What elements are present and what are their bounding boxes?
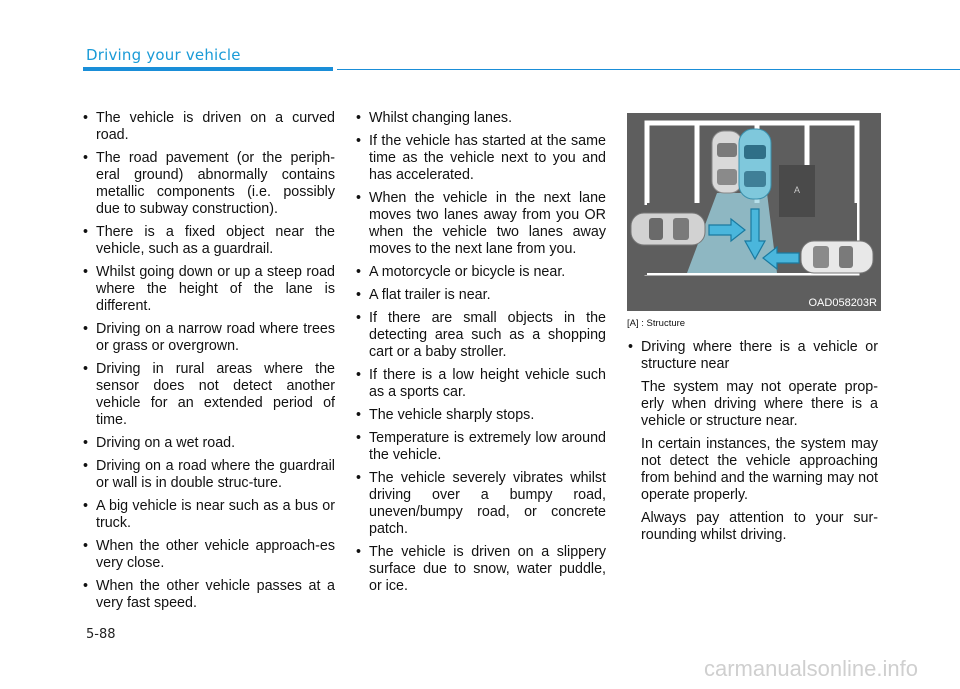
list-item: • The vehicle is driven on a curved road. [77,110,335,144]
figure-code: OAD058203R [808,297,877,309]
column-2 [350,110,606,601]
list-item: • Whilst changing lanes. [350,110,606,127]
list-item: • Driving on a wet road. [77,435,335,452]
left-car-icon [631,213,705,245]
list-item: • A flat trailer is near. [350,287,606,304]
header-rule-thin [337,69,960,70]
structure-list [622,339,878,373]
paragraph: Always pay attention to your sur-rounding whilst driving. [641,510,878,543]
paragraph: In certain instances, the system may not detect the vehicle approaching from behind and the warning may not operate properly. [641,436,878,503]
list-item: • If there is a low height vehicle such as a sports car. [350,367,606,401]
section-title: Driving your vehicle [86,46,241,64]
list-item: • The road pavement (or the periph-eral ground) abnormally contains metallic components (i.e. possibly due to subway construction). [77,150,335,218]
list-item: • Temperature is extremely low around the vehicle. [350,430,606,464]
list-item: • When the other vehicle passes at a very fast speed. [77,578,335,612]
column-3 [622,113,878,550]
structure-label: A [793,185,801,195]
list-item: • If there are small objects in the detecting area such as a shopping cart or a baby stroller. [350,310,606,361]
condition-list-1 [77,110,335,612]
parked-car-icon [712,131,742,193]
list-item: • The vehicle severely vibrates whilst driving over a bumpy road, uneven/bumpy road, or concrete patch. [350,470,606,538]
list-item: • Driving in rural areas where the sensor does not detect another vehicle for an extended period of time. [77,361,335,429]
list-item: • Whilst going down or up a steep road where the height of the lane is different. [77,264,335,315]
page-number: 5-88 [86,627,116,642]
list-item: • The vehicle is driven on a slippery surface due to snow, water puddle, or ice. [350,544,606,595]
column-1 [77,110,335,618]
parking-diagram-svg [627,113,881,311]
header-rule-thick [83,67,333,71]
list-item: • A big vehicle is near such as a bus or truck. [77,498,335,532]
parking-structure-illustration [627,113,881,311]
list-item: • A motorcycle or bicycle is near. [350,264,606,281]
list-item: • The vehicle sharply stops. [350,407,606,424]
list-item: • If the vehicle has started at the same time as the vehicle next to you and has accelerated. [350,133,606,184]
list-item: • There is a fixed object near the vehicle, such as a guardrail. [77,224,335,258]
list-item: • Driving on a road where the guardrail or wall is in double struc-ture. [77,458,335,492]
condition-list-2 [350,110,606,595]
figure-caption: [A] : Structure [627,318,686,329]
watermark: carmanualsonline.info [703,656,918,681]
list-item: • Driving where there is a vehicle or structure near [622,339,878,373]
paragraph: The system may not operate prop-erly when driving where there is a vehicle or structure near. [641,379,878,429]
list-item: • When the other vehicle approach-es very close. [77,538,335,572]
list-item: • When the vehicle in the next lane moves two lanes away from you OR when the vehicle two lanes away moves to the next lane from you. [350,190,606,258]
list-item: • Driving on a narrow road where trees or grass or overgrown. [77,321,335,355]
own-vehicle-icon [739,129,771,199]
right-car-icon [801,241,873,273]
